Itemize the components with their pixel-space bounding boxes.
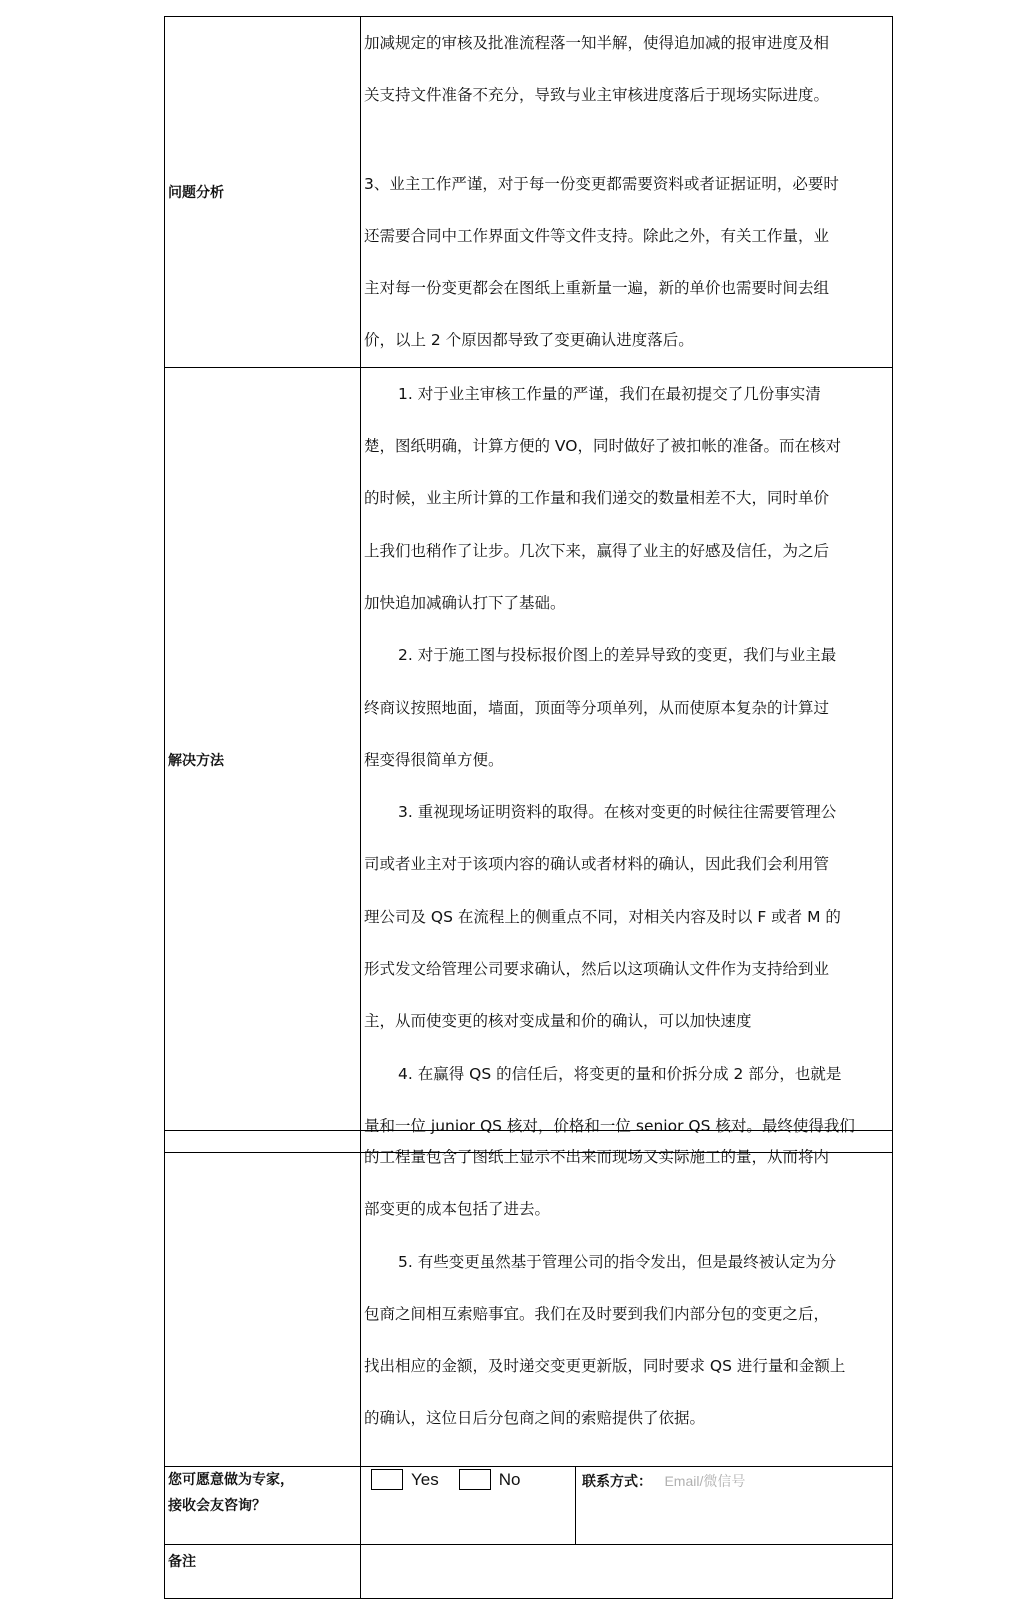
solution-row	[165, 367, 893, 1152]
yes-option[interactable]	[371, 1469, 439, 1490]
solution-line: 形式发文给管理公司要求确认，然后以这项确认文件作为支持给到业	[364, 960, 830, 979]
analysis-line: 3、业主工作严谨，对于每一份变更都需要资料或者证据证明，必要时	[364, 174, 839, 193]
solution-line: 理公司及 QS 在流程上的侧重点不同，对相关内容及时以 F 或者 M 的	[364, 907, 841, 926]
solution-continued-content	[361, 1131, 893, 1467]
solution-line: 3. 重视现场证明资料的取得。在核对变更的时候往往需要管理公	[398, 803, 837, 822]
solution-line: 的工程量包含了图纸上显示不出来而现场又实际施工的量，从而将内	[364, 1148, 830, 1166]
solution-line: 程变得很简单方便。	[364, 750, 504, 769]
solution-line: 上我们也稍作了让步。几次下来，赢得了业主的好感及信任，为之后	[364, 541, 830, 560]
solution-line: 找出相应的金额，及时递交变更更新版，同时要求 QS 进行量和金额上	[364, 1357, 846, 1376]
solution-line: 的时候，业主所计算的工作量和我们递交的数量相差不大，同时单价	[364, 489, 830, 508]
analysis-content	[361, 17, 893, 368]
contact-label: 联系方式：	[582, 1474, 652, 1490]
solution-label: 解决方法	[165, 367, 361, 1152]
solution-line: 5. 有些变更虽然基于管理公司的指令发出，但是最终被认定为分	[398, 1252, 837, 1271]
no-label: No	[498, 1469, 521, 1489]
expert-options	[361, 1467, 576, 1544]
solution-continued-row	[165, 1131, 893, 1467]
solution-line: 司或者业主对于该项内容的确认或者材料的确认，因此我们会利用管	[364, 855, 830, 874]
solution-line: 的确认，这位日后分包商之间的索赔提供了依据。	[364, 1409, 706, 1428]
analysis-line: 价，以上 2 个原因都导致了变更确认进度落后。	[364, 331, 694, 350]
expert-question	[165, 1467, 361, 1545]
continued-label-cell	[165, 1131, 361, 1467]
no-option[interactable]	[459, 1469, 521, 1490]
solution-line: 主，从而使变更的核对变成量和价的确认，可以加快速度	[364, 1012, 752, 1031]
expert-question-line: 接收会友咨询？	[168, 1498, 266, 1514]
remarks-label: 备注	[165, 1545, 361, 1599]
remarks-field[interactable]	[361, 1545, 893, 1599]
analysis-line: 还需要合同中工作界面文件等文件支持。除此之外，有关工作量，业	[364, 226, 830, 245]
solution-line: 终商议按照地面，墙面，顶面等分项单列，从而使原本复杂的计算过	[364, 698, 830, 717]
case-table-part-2	[164, 1130, 893, 1599]
analysis-line: 主对每一份变更都会在图纸上重新量一遍，新的单价也需要时间去组	[364, 279, 830, 298]
case-table-part-1	[164, 16, 893, 1153]
solution-line: 1. 对于业主审核工作量的严谨，我们在最初提交了几份事实清	[398, 384, 821, 403]
contact-placeholder[interactable]: Email/微信号	[664, 1473, 746, 1489]
expert-question-line: 您可愿意做为专家，	[168, 1472, 294, 1488]
analysis-line: 加减规定的审核及批准流程落一知半解，使得追加减的报审进度及相	[364, 34, 830, 52]
solution-line: 加快追加减确认打下了基础。	[364, 593, 566, 612]
solution-line: 2. 对于施工图与投标报价图上的差异导致的变更，我们与业主最	[398, 646, 837, 665]
solution-line: 包商之间相互索赔事宜。我们在及时要到我们内部分包的变更之后，	[364, 1304, 830, 1323]
analysis-row	[165, 17, 893, 368]
solution-line: 4. 在赢得 QS 的信任后，将变更的量和价拆分成 2 部分，也就是	[398, 1064, 842, 1083]
solution-line: 量和一位 junior QS 核对，价格和一位 senior QS 核对。最终使得我们	[364, 1116, 855, 1135]
expert-answer-cell	[361, 1467, 893, 1545]
analysis-line: 关支持文件准备不充分，导致与业主审核进度落后于现场实际进度。	[364, 86, 830, 105]
expert-row	[165, 1467, 893, 1545]
yes-label: Yes	[411, 1469, 439, 1489]
solution-line: 楚，图纸明确，计算方便的 VO，同时做好了被扣帐的准备。而在核对	[364, 437, 841, 456]
contact-field[interactable]	[576, 1467, 745, 1544]
remarks-row	[165, 1545, 893, 1599]
solution-line: 部变更的成本包括了进去。	[364, 1200, 551, 1219]
no-checkbox[interactable]	[459, 1469, 491, 1490]
yes-checkbox[interactable]	[371, 1469, 403, 1490]
analysis-label: 问题分析	[165, 17, 361, 368]
solution-content	[361, 367, 893, 1152]
